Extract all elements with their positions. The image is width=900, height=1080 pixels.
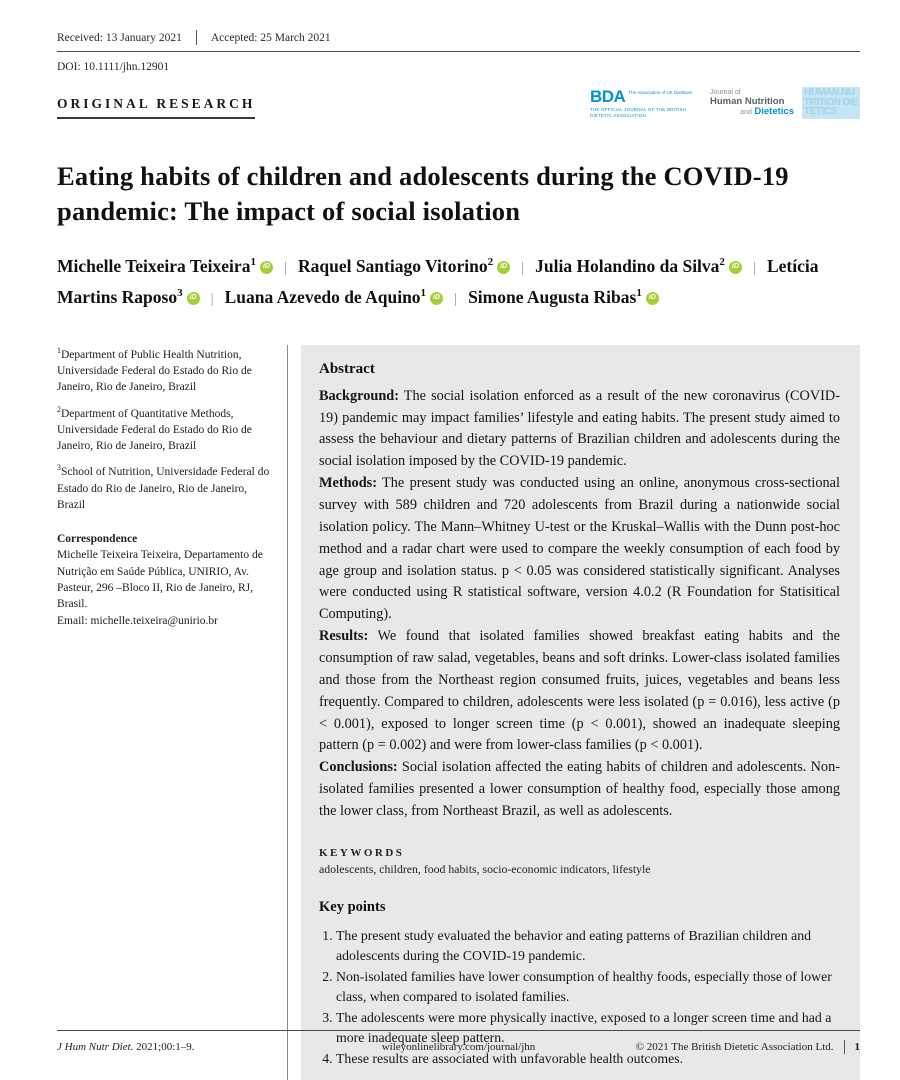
author-affiliation-marker: 1 — [636, 287, 642, 300]
bda-logo-subtext: THE OFFICIAL JOURNAL OF THE BRITISH DIETETIC ASSOCIATION — [590, 106, 687, 118]
abstract-section: Methods: The present study was conducted using an online, anonymous cross-sectional survey with 589 children and 720 adolescents from Brazil during a nationwide social isolation policy. The Mann–Whitney U-test or the Kruskal–Wallis with the Dunn post-hoc method and a radar chart were used to compare the weekly consumption of each food by age group and isolation status. p < 0.05 was considered statistically significant. Analyses were conducted using R statistical software, version 4.0.2 (R Foundation for Statisitical Computing). — [319, 475, 840, 623]
correspondence-block — [57, 531, 273, 629]
affiliation-item — [57, 404, 273, 455]
footer-copyright-block — [592, 1040, 860, 1054]
received-accepted-row — [57, 30, 860, 45]
author — [57, 256, 273, 276]
doi: DOI: 10.1111/jhn.12901 — [57, 61, 170, 73]
orcid-icon[interactable]: iD — [187, 292, 200, 305]
author-affiliation-marker: 3 — [177, 287, 183, 300]
abstract-section-label: Methods: — [319, 475, 377, 492]
bda-logo — [590, 88, 702, 119]
author-affiliation-marker: 2 — [487, 256, 494, 269]
journal-name-logo — [710, 89, 794, 116]
abstract-section-label: Background: — [319, 387, 399, 404]
article-type-label: ORIGINAL RESEARCH — [57, 96, 255, 119]
correspondence-email: Email: michelle.teixeira@unirio.br — [57, 614, 218, 627]
footer-journal-abbrev: J Hum Nutr Diet. — [57, 1041, 134, 1053]
author — [225, 287, 443, 307]
orcid-icon[interactable]: iD — [646, 292, 659, 305]
body-columns — [57, 345, 860, 1080]
keywords-heading: KEYWORDS — [319, 846, 405, 859]
author-name: Michelle Teixeira Teixeira — [57, 256, 251, 277]
footer-journal-url: wileyonlinelibrary.com/journal/jhn — [381, 1041, 536, 1053]
key-point-item: 3. The adolescents were more physically inactive, exposed to a longer screen time and had a more inadequate sleep pattern. — [336, 1008, 840, 1048]
key-point-item: 1. The present study evaluated the behavior and eating patterns of Brazilian children and adolescents during the COVID-19 pandemic. — [336, 926, 840, 966]
accepted-date: Accepted: 25 March 2021 — [210, 31, 331, 44]
journal-name-dietetics: Dietetics — [754, 105, 794, 117]
author-affiliation-marker: 2 — [719, 256, 725, 269]
abstract-section: Background: The social isolation enforced as a result of the new coronavirus (COVID-19) pandemic may impact families’ lifestyle and eating habits. The present study aimed to assess the behaviour and dietary patterns of Brazilian children and adolescents during the social isolation imposed by the COVID-19 pandemic. — [319, 387, 840, 470]
author — [468, 287, 659, 307]
author-name: Simone Augusta Ribas — [468, 287, 637, 308]
key-point-item: 4. These results are associated with unfavorable health outcomes. — [336, 1049, 840, 1069]
orcid-icon[interactable]: iD — [260, 261, 273, 274]
sidebar — [57, 345, 287, 629]
journal-name-line2 — [710, 107, 794, 117]
author-separator: | — [521, 260, 525, 277]
key-point-item: 2. Non-isolated families have lower consumption of healthy foods, especially those of lower class, when compared to isolated families. — [336, 967, 840, 1007]
key-points-heading: Key points — [319, 898, 386, 915]
keywords-text: adolescents, children, food habits, socio-economic indicators, lifestyle — [319, 861, 651, 876]
page-footer — [57, 1030, 860, 1054]
affiliation-text: Department of Public Health Nutrition, Universidade Federal do Estado do Rio de Janeiro, Rio de Janeiro, Brazil — [57, 348, 252, 394]
meta-divider — [196, 30, 197, 45]
author-affiliation-marker: 1 — [250, 256, 256, 269]
orcid-icon[interactable]: iD — [430, 292, 443, 305]
journal-cover-thumbnail: HUMAN NUTRITION DIETETICS — [802, 87, 860, 119]
abstract-box — [301, 345, 860, 1080]
article-type-row — [57, 87, 860, 119]
author-affiliation-marker: 1 — [420, 287, 427, 300]
affiliation-item — [57, 462, 273, 513]
author-separator: | — [752, 260, 756, 277]
received-date: Received: 13 January 2021 — [57, 31, 182, 44]
journal-logos — [590, 87, 860, 119]
affiliation-marker: 1 — [57, 345, 61, 355]
abstract-section: Results: We found that isolated families showed breakfast eating habits and the consumption of raw salad, vegetables, beans and soft drinks. Lower-class isolated families and those from the Northeast region consumed fruits, juices, vegetables and beans less frequently. Compared to children, adolescents were less isolated (p = 0.016), less active (p < 0.001), exposed to longer screen time (p < 0.001), showed an inadequate sleeping pattern (p = 0.002) and were from lower-class families (p < 0.001). — [319, 628, 840, 754]
author — [298, 256, 510, 276]
author-name: Luana Azevedo de Aquino — [224, 287, 421, 308]
author-separator: | — [454, 291, 458, 308]
author-name: Julia Holandino da Silva — [535, 256, 720, 277]
author-list — [57, 251, 860, 312]
journal-name-and: and — [740, 108, 752, 116]
orcid-icon[interactable]: iD — [729, 261, 742, 274]
footer-copyright: © 2021 The British Dietetic Association Ltd. — [635, 1041, 834, 1053]
footer-divider — [844, 1040, 845, 1054]
affiliation-text: Department of Quantitative Methods, Universidade Federal do Estado do Rio de Janeiro, Rio de Janeiro, Brazil — [57, 407, 252, 453]
author-name: Letícia Martins Raposo — [57, 256, 819, 308]
affiliation-marker: 3 — [57, 463, 61, 473]
journal-name-line1: Human Nutrition — [710, 95, 785, 107]
bda-logo-acronym: BDA — [590, 86, 626, 106]
affiliation-text: School of Nutrition, Universidade Federal do Estado do Rio de Janeiro, Rio de Janeiro, Brazil — [57, 466, 270, 511]
abstract-section-label: Results: — [319, 628, 369, 645]
affiliation-item — [57, 345, 273, 396]
page-number: 1 — [854, 1041, 861, 1053]
affiliation-marker: 2 — [57, 404, 61, 414]
article-title: Eating habits of children and adolescents during the COVID-19 pandemic: The impact of social isolation — [57, 161, 789, 227]
abstract-section: Conclusions: Social isolation affected the eating habits of children and adolescents. Non-isolated families presented a lower consumption of healthy food, especially those among the lower class, from Northeast Brazil, as well as adolescents. — [319, 759, 840, 820]
abstract-section-label: Conclusions: — [319, 759, 398, 776]
affiliation-list — [57, 345, 273, 513]
main-column — [287, 345, 860, 1080]
correspondence-text: Michelle Teixeira Teixeira, Departamento de Nutrição em Saúde Pública, UNIRIO, Av. Pasteur, 296 –Bloco II, Rio de Janeiro, RJ, Brasil. — [57, 549, 263, 611]
footer-citation-rest: 2021;00:1–9. — [133, 1041, 195, 1053]
correspondence-heading: Correspondence — [57, 533, 138, 546]
header-rule — [57, 51, 860, 52]
author-separator: | — [283, 260, 287, 277]
abstract-sections — [319, 386, 840, 823]
abstract-heading: Abstract — [319, 360, 375, 377]
author-separator: | — [210, 291, 214, 308]
author — [535, 256, 742, 276]
journal-name-prefix: Journal of — [710, 89, 741, 97]
author-name: Raquel Santiago Vitorino — [297, 256, 488, 277]
footer-citation — [57, 1041, 325, 1053]
bda-logo-tagline: The Association of UK Dietitians — [628, 89, 693, 95]
orcid-icon[interactable]: iD — [497, 261, 510, 274]
